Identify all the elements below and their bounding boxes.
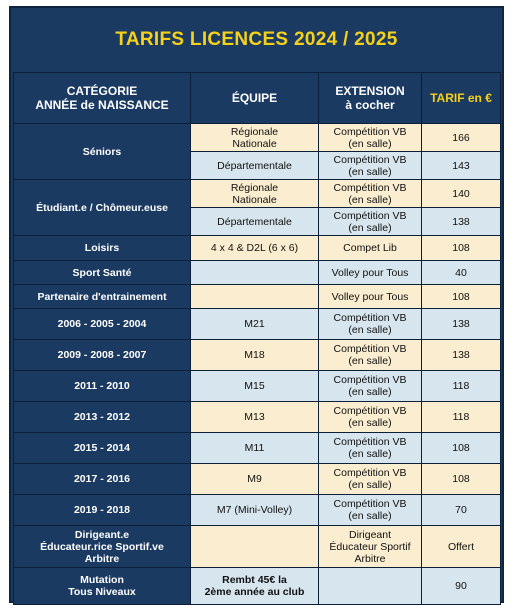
header-equipe: ÉQUIPE (191, 73, 319, 124)
page-title: TARIFS LICENCES 2024 / 2025 (115, 29, 398, 50)
category-mutation: Mutation Tous Niveaux (14, 568, 191, 605)
category-loisirs: Loisirs (14, 236, 191, 261)
extension-cell: Compétition VB (en salle) (319, 309, 422, 340)
equipe-cell: M9 (191, 464, 319, 495)
tarif-cell: 166 (422, 124, 501, 152)
equipe-cell: M7 (Mini-Volley) (191, 495, 319, 526)
category-sport-sante: Sport Santé (14, 261, 191, 285)
tarif-cell: 108 (422, 236, 501, 261)
tarif-cell: 70 (422, 495, 501, 526)
header-categorie: CATÉGORIE ANNÉE de NAISSANCE (14, 73, 191, 124)
header-tarif: TARIF en € (422, 73, 501, 124)
tarifs-sheet (9, 6, 504, 603)
extension-cell: Compétition VB (en salle) (319, 124, 422, 152)
tarif-cell: 108 (422, 433, 501, 464)
category-2017: 2017 - 2016 (14, 464, 191, 495)
header-row (14, 73, 501, 124)
category-2009: 2009 - 2008 - 2007 (14, 340, 191, 371)
category-2006: 2006 - 2005 - 2004 (14, 309, 191, 340)
equipe-cell (191, 526, 319, 568)
extension-cell: Compétition VB (en salle) (319, 208, 422, 236)
extension-cell: Compétition VB (en salle) (319, 340, 422, 371)
extension-cell: Compétition VB (en salle) (319, 464, 422, 495)
tarif-cell: 138 (422, 208, 501, 236)
equipe-cell (191, 261, 319, 285)
extension-cell: Compétition VB (en salle) (319, 402, 422, 433)
tarif-cell: 108 (422, 464, 501, 495)
equipe-cell: M13 (191, 402, 319, 433)
table-row (14, 495, 501, 526)
extension-cell: Dirigeant Éducateur Sportif Arbitre (319, 526, 422, 568)
table-row (14, 340, 501, 371)
tarif-cell: 90 (422, 568, 501, 605)
tarifs-table (13, 72, 501, 605)
category-2011: 2011 - 2010 (14, 371, 191, 402)
table-row (14, 261, 501, 285)
category-2019: 2019 - 2018 (14, 495, 191, 526)
extension-cell (319, 568, 422, 605)
equipe-cell: Régionale Nationale (191, 124, 319, 152)
category-etudiant: Étudiant.e / Chômeur.euse (14, 180, 191, 236)
tarif-cell: 138 (422, 340, 501, 371)
equipe-cell: Départementale (191, 152, 319, 180)
equipe-cell: Rembt 45€ la 2ème année au club (191, 568, 319, 605)
extension-cell: Compétition VB (en salle) (319, 152, 422, 180)
equipe-cell: M15 (191, 371, 319, 402)
category-seniors: Séniors (14, 124, 191, 180)
equipe-cell: M21 (191, 309, 319, 340)
category-2015: 2015 - 2014 (14, 433, 191, 464)
category-2013: 2013 - 2012 (14, 402, 191, 433)
extension-cell: Compétition VB (en salle) (319, 180, 422, 208)
tarif-cell: 140 (422, 180, 501, 208)
header-extension: EXTENSION à cocher (319, 73, 422, 124)
table-row (14, 180, 501, 208)
table-row (14, 526, 501, 568)
extension-cell: Compétition VB (en salle) (319, 495, 422, 526)
table-row (14, 124, 501, 152)
tarif-cell: 40 (422, 261, 501, 285)
extension-cell: Volley pour Tous (319, 285, 422, 309)
table-row (14, 464, 501, 495)
equipe-cell: M18 (191, 340, 319, 371)
table-row (14, 433, 501, 464)
extension-cell: Compétition VB (en salle) (319, 371, 422, 402)
tarif-cell: 118 (422, 371, 501, 402)
category-dirigeant: Dirigeant.e Éducateur.rice Sportif.ve Arbitre (14, 526, 191, 568)
tarif-cell: 108 (422, 285, 501, 309)
tarif-cell: 118 (422, 402, 501, 433)
extension-cell: Volley pour Tous (319, 261, 422, 285)
equipe-cell (191, 285, 319, 309)
table-row (14, 309, 501, 340)
extension-cell: Compétition VB (en salle) (319, 433, 422, 464)
equipe-cell: 4 x 4 & D2L (6 x 6) (191, 236, 319, 261)
table-row (14, 568, 501, 605)
equipe-cell: M11 (191, 433, 319, 464)
equipe-cell: Départementale (191, 208, 319, 236)
table-row (14, 285, 501, 309)
extension-cell: Compet Lib (319, 236, 422, 261)
table-row (14, 402, 501, 433)
tarif-cell: Offert (422, 526, 501, 568)
equipe-cell: Régionale Nationale (191, 180, 319, 208)
category-partenaire: Partenaire d'entrainement (14, 285, 191, 309)
tarif-cell: 143 (422, 152, 501, 180)
table-row (14, 371, 501, 402)
table-row (14, 236, 501, 261)
tarif-cell: 138 (422, 309, 501, 340)
